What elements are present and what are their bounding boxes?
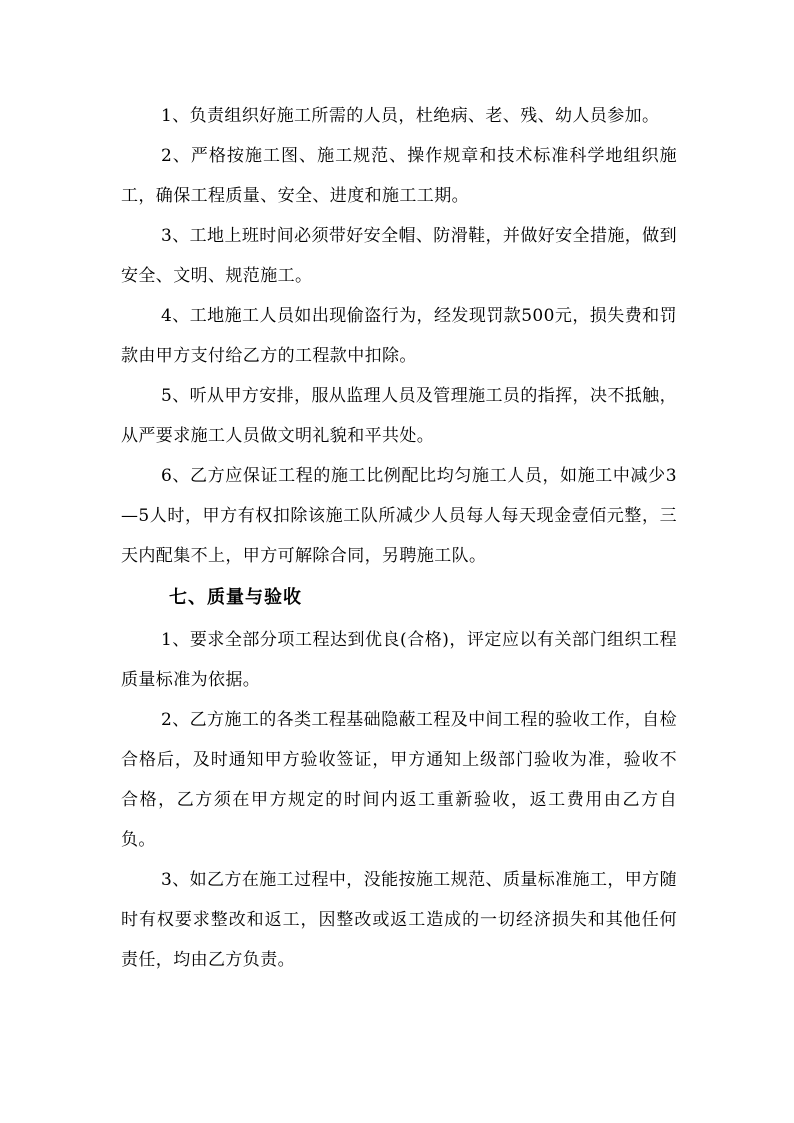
clause-4: 4、工地施工人员如出现偷盗行为，经发现罚款500元，损失费和罚款由甲方支付给乙方的工程款中扣除。 [121,306,677,366]
quality-clause-3: 3、如乙方在施工过程中，没能按施工规范、质量标准施工，甲方随时有权要求整改和返工，因整改或返工造成的一切经济损失和其他任何责任，均由乙方负责。 [121,870,677,970]
clause-3: 3、工地上班时间必须带好安全帽、防滑鞋，并做好安全措施，做到安全、文明、规范施工。 [121,226,677,286]
clause-6: 6、乙方应保证工程的施工比例配比均匀施工人员，如施工中减少3—5人时，甲方有权扣除该施工队所减少人员每人每天现金壹佰元整，三天内配集不上，甲方可解除合同，另聘施工队。 [121,466,677,566]
section-title-quality-acceptance: 七、质量与验收 [169,587,302,608]
clause-2: 2、严格按施工图、施工规范、操作规章和技术标准科学地组织施工，确保工程质量、安全、进度和施工工期。 [121,146,677,206]
document-body [121,96,677,980]
clause-5: 5、听从甲方安排，服从监理人员及管理施工员的指挥，决不抵触，从严要求施工人员做文明礼貌和平共处。 [121,386,677,446]
clause-1: 1、负责组织好施工所需的人员，杜绝病、老、残、幼人员参加。 [161,106,660,126]
quality-clause-2: 2、乙方施工的各类工程基础隐蔽工程及中间工程的验收工作，自检合格后，及时通知甲方验收签证，甲方通知上级部门验收为准，验收不合格，乙方须在甲方规定的时间内返工重新验收，返工费用由乙方自负。 [121,710,677,850]
quality-clause-1: 1、要求全部分项工程达到优良(合格)，评定应以有关部门组织工程质量标准为依据。 [121,630,677,690]
